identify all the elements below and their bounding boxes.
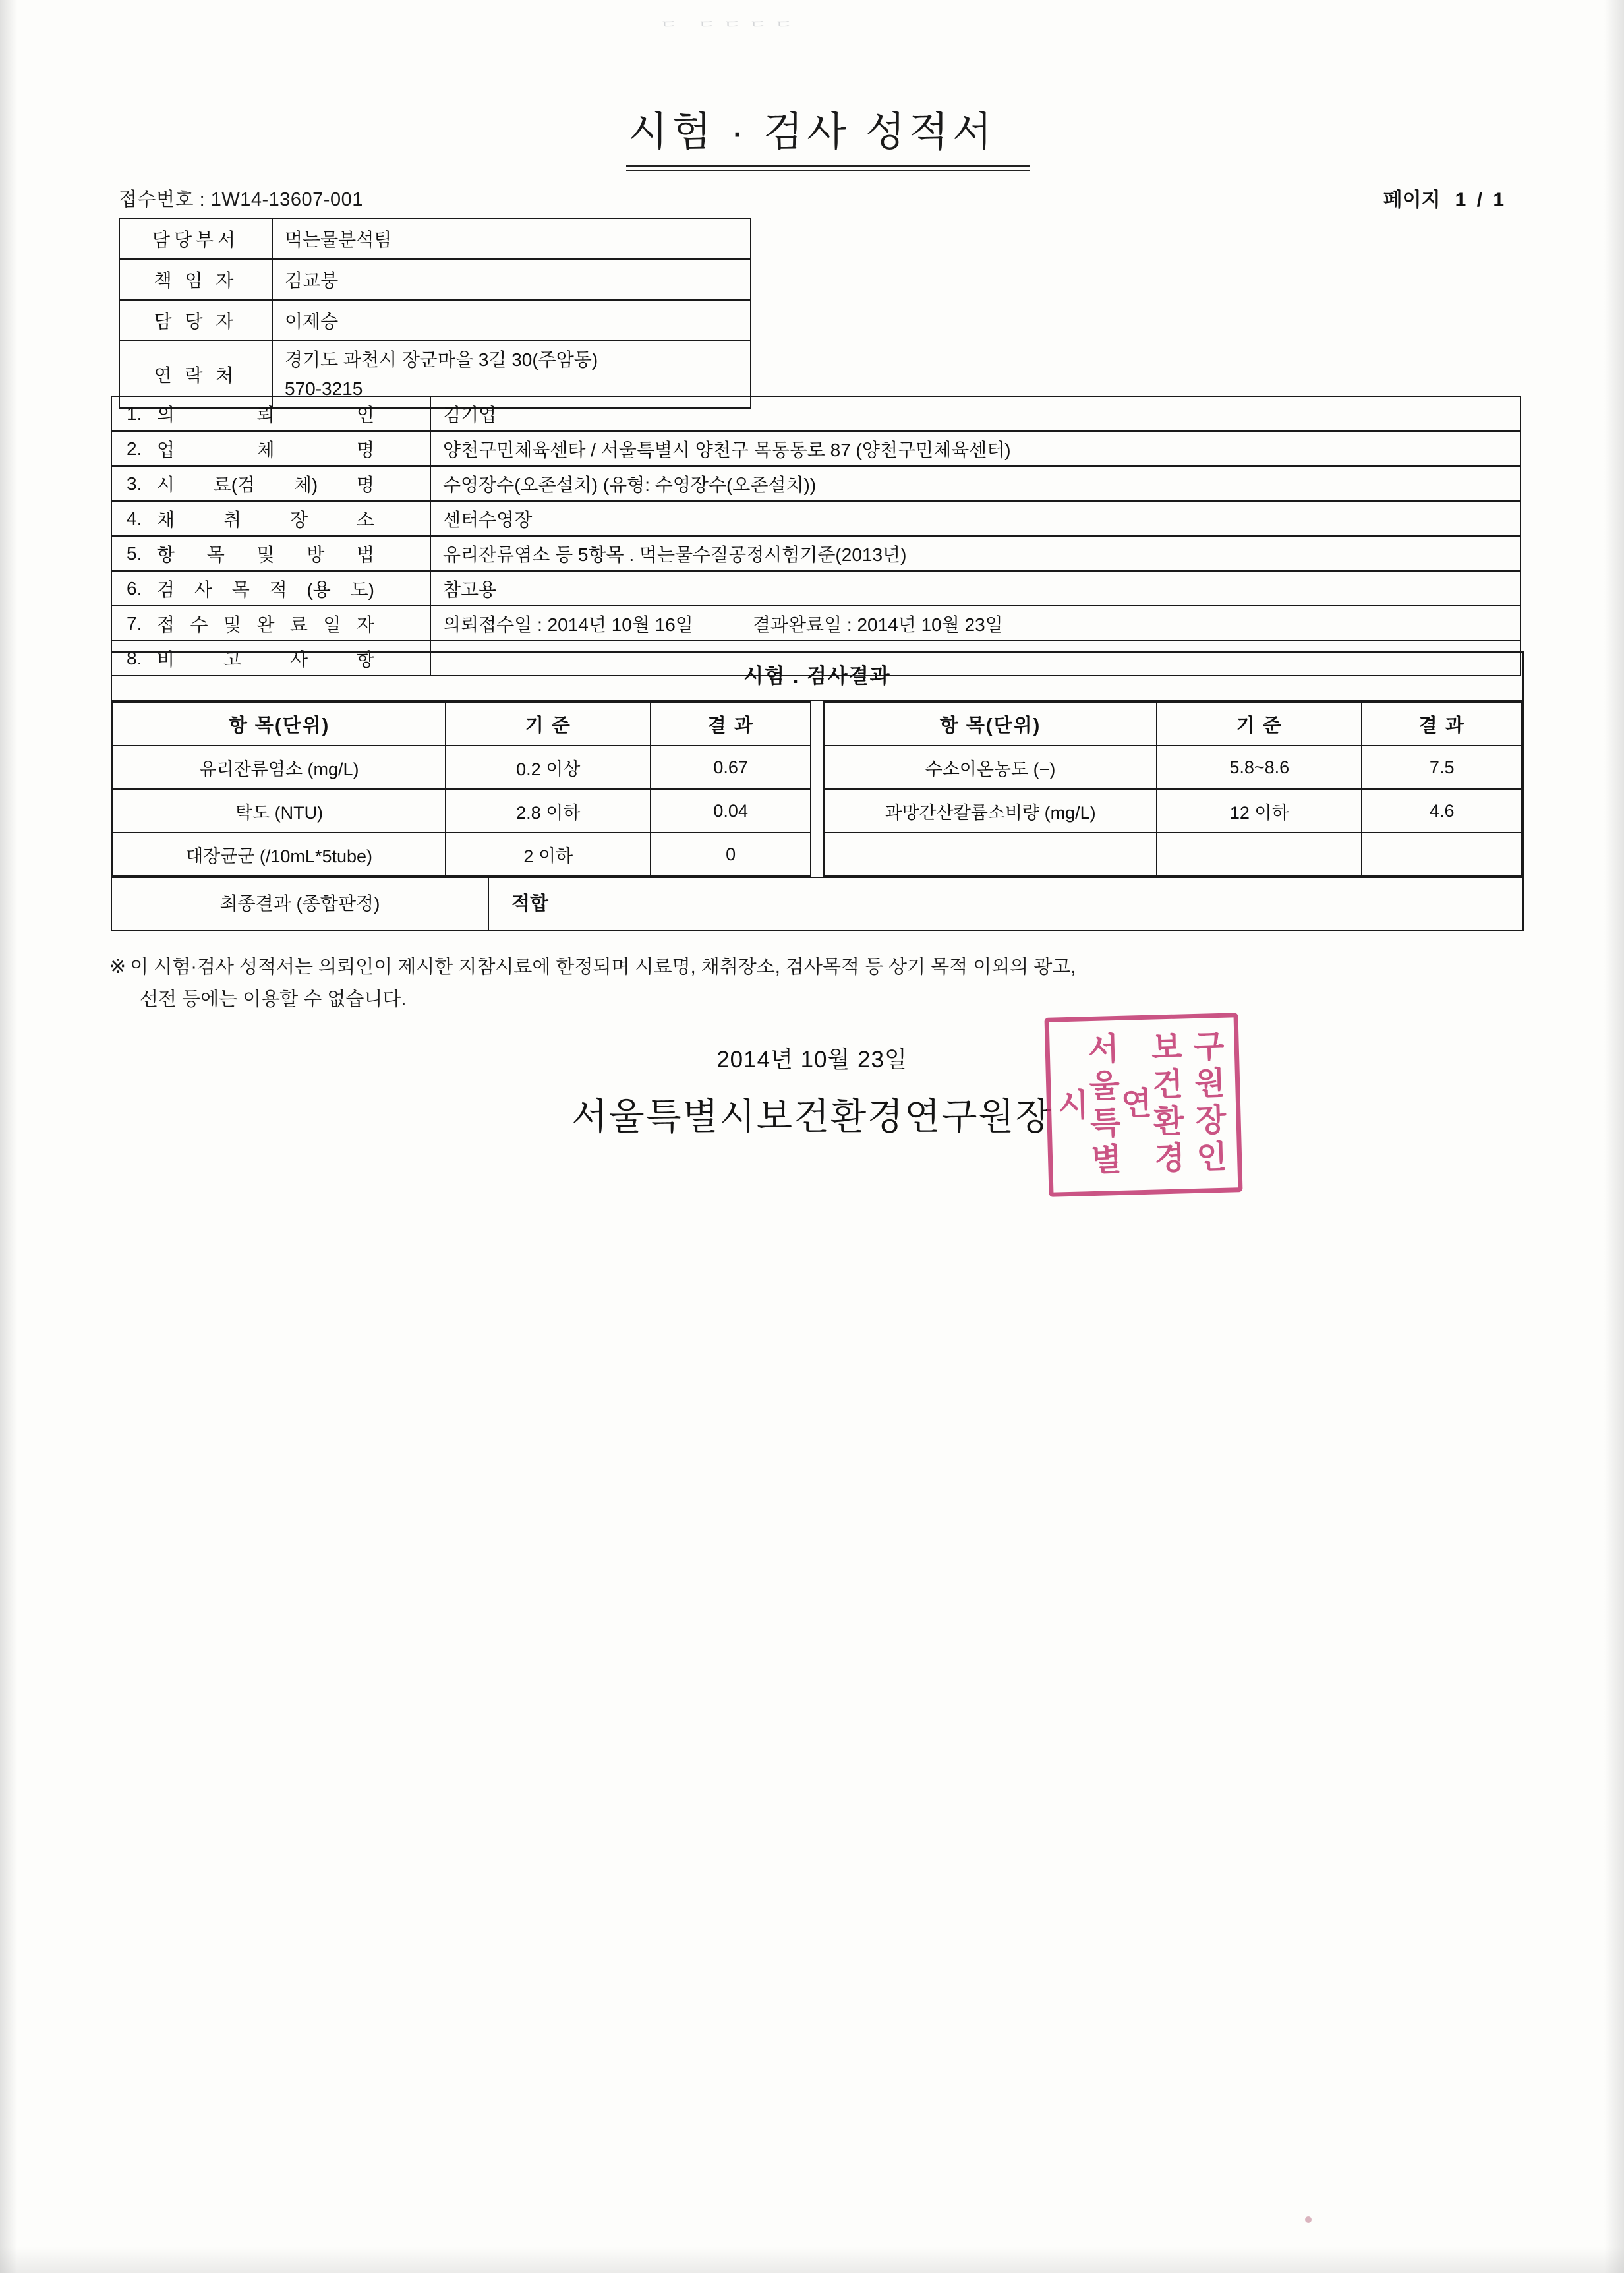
info-key-purpose — [111, 571, 430, 606]
header-result-right: 결 과 — [1362, 702, 1522, 746]
dept-label-manager: 책 임 자 — [119, 259, 272, 300]
table-row — [119, 218, 751, 259]
contact-phone: 570-3215 — [285, 378, 363, 399]
info-key-char: 소 — [356, 509, 374, 530]
results-header-row — [113, 702, 1522, 746]
title-underline-second — [626, 170, 1030, 171]
info-key-char: 취 — [223, 509, 242, 530]
result-value: 0.04 — [651, 789, 811, 833]
info-value-sampling-place: 센터수영장 — [430, 501, 1521, 536]
info-num-8: 8. — [127, 647, 142, 668]
info-key-char: 사 — [289, 649, 308, 670]
table-row — [111, 396, 1521, 431]
info-key-char: 완 — [256, 614, 275, 635]
info-num-4: 4. — [127, 508, 142, 529]
receipt-number: 접수번호 : 1W14-13607-001 — [119, 189, 363, 210]
footnote — [109, 951, 1533, 1016]
info-key-char: (용 — [306, 579, 331, 600]
title-underline — [626, 165, 1030, 167]
info-key-char: 수 — [190, 614, 208, 635]
info-key-char: 시 — [157, 474, 175, 495]
scan-artifact-text: ᄃ ᄃᄃᄃᄃ — [659, 20, 800, 42]
info-key-char: 체) — [293, 474, 318, 495]
footnote-line-2: 선전 등에는 이용할 수 없습니다. — [140, 989, 407, 1010]
table-row — [111, 466, 1521, 501]
info-key-char: 목 — [231, 579, 250, 600]
request-date: 의뢰접수일 : 2014년 10월 16일 — [443, 614, 693, 635]
header-item-right: 항 목(단위) — [824, 702, 1157, 746]
header-item-left: 항 목(단위) — [113, 702, 446, 746]
seal-inner — [1049, 1017, 1238, 1192]
info-value-items-methods: 유리잔류염소 등 5항목 . 먹는물수질공정시험기준(2013년) — [430, 536, 1521, 571]
department-table — [119, 218, 751, 409]
info-key-items-methods — [111, 536, 430, 571]
info-key-char: 법 — [356, 544, 374, 565]
info-key-char: 인 — [356, 404, 374, 425]
dept-label-officer: 담 당 자 — [119, 300, 272, 341]
table-row — [111, 606, 1521, 641]
column-divider — [811, 702, 824, 746]
page-indicator-value: 1 / 1 — [1455, 189, 1507, 211]
seal-column-1: 서울특별시 — [1052, 1032, 1121, 1181]
info-key-char: 일 — [323, 614, 341, 635]
header-standard-left: 기 준 — [446, 702, 651, 746]
info-key-char: 명 — [356, 474, 374, 495]
result-standard: 2.8 이하 — [446, 789, 651, 833]
footnote-mark: ※ — [109, 956, 127, 978]
scan-artifact-dot — [1305, 2216, 1312, 2223]
info-key-char: 검 — [157, 579, 175, 600]
info-key-text-7 — [157, 610, 374, 637]
result-standard — [1157, 833, 1362, 876]
dept-label-contact: 연 락 처 — [119, 341, 272, 408]
info-key-char: 및 — [256, 544, 275, 565]
scan-edge-shadow-bottom — [0, 2247, 1624, 2273]
dept-value-manager: 김교붕 — [272, 259, 751, 300]
info-key-char: 체 — [256, 439, 275, 460]
info-key-char: 료(검 — [213, 474, 256, 495]
result-value: 0 — [651, 833, 811, 876]
info-value-sample-name: 수영장수(오존설치) (유형: 수영장수(오존설치)) — [430, 466, 1521, 501]
result-standard: 0.2 이상 — [446, 746, 651, 789]
info-key-dates — [111, 606, 430, 641]
info-key-text-6 — [157, 576, 374, 602]
result-item: 과망간산칼륨소비량 (mg/L) — [824, 789, 1157, 833]
info-key-text-2 — [157, 436, 374, 462]
page-indicator — [1383, 183, 1507, 212]
information-table — [111, 396, 1521, 676]
result-standard: 5.8~8.6 — [1157, 746, 1362, 789]
info-key-char: 명 — [356, 439, 374, 460]
table-row — [113, 746, 1522, 789]
info-key-char: 뢰 — [256, 404, 275, 425]
final-result-label: 최종결과 (종합판정) — [112, 878, 489, 930]
info-key-char: 및 — [223, 614, 242, 635]
info-key-char: 항 — [356, 649, 374, 670]
column-divider — [811, 789, 824, 833]
final-result-row — [112, 877, 1522, 930]
result-standard: 2 이하 — [446, 833, 651, 876]
info-num-1: 1. — [127, 403, 142, 424]
results-section — [111, 651, 1524, 931]
info-key-char: 업 — [157, 439, 175, 460]
result-value — [1362, 833, 1522, 876]
table-row — [111, 536, 1521, 571]
official-seal-stamp — [1044, 1013, 1242, 1197]
completion-date: 결과완료일 : 2014년 10월 23일 — [752, 614, 1003, 635]
info-key-sample-name — [111, 466, 430, 501]
info-key-text-3 — [157, 471, 374, 497]
result-value: 4.6 — [1362, 789, 1522, 833]
info-key-char: 고 — [223, 649, 242, 670]
info-key-char: 항 — [157, 544, 175, 565]
info-num-6: 6. — [127, 577, 142, 599]
header-standard-right: 기 준 — [1157, 702, 1362, 746]
info-key-char: 적 — [269, 579, 287, 600]
page-title: 시험 · 검사 성적서 — [628, 109, 996, 155]
info-key-char: 의 — [157, 404, 175, 425]
info-key-char: 자 — [356, 614, 374, 635]
info-key-char: 도) — [350, 579, 374, 600]
info-value-company: 양천구민체육센타 / 서울특별시 양천구 목동동로 87 (양천구민체육센터) — [430, 431, 1521, 466]
result-value: 7.5 — [1362, 746, 1522, 789]
info-value-client: 김기업 — [430, 396, 1521, 431]
table-row — [113, 789, 1522, 833]
dept-label-department: 담당부서 — [119, 218, 272, 259]
table-row — [111, 431, 1521, 466]
column-divider — [811, 746, 824, 789]
info-key-company — [111, 431, 430, 466]
result-value: 0.67 — [651, 746, 811, 789]
footnote-line-1: 이 시험·검사 성적서는 의뢰인이 제시한 지참시료에 한정되며 시료명, 채취장소, 검사목적 등 상기 목적 이외의 광고, — [130, 957, 1076, 978]
info-key-text-1 — [157, 401, 374, 427]
dept-value-officer: 이제승 — [272, 300, 751, 341]
signature-organization: 서울특별시보건환경연구원장 — [571, 1096, 1053, 1137]
dept-value-department: 먹는물분석팀 — [272, 218, 751, 259]
header-result-left: 결 과 — [651, 702, 811, 746]
result-item: 탁도 (NTU) — [113, 789, 446, 833]
contact-address: 경기도 과천시 장군마을 3길 30(주암동) — [285, 349, 598, 370]
table-row — [113, 833, 1522, 876]
result-item: 유리잔류염소 (mg/L) — [113, 746, 446, 789]
seal-column-3: 구원장인 — [1188, 1028, 1227, 1178]
info-key-text-4 — [157, 506, 374, 532]
table-row — [119, 259, 751, 300]
info-key-char: 비 — [157, 649, 175, 670]
info-key-char: 방 — [306, 544, 325, 565]
result-standard: 12 이하 — [1157, 789, 1362, 833]
info-key-client — [111, 396, 430, 431]
info-key-char: 목 — [206, 544, 225, 565]
result-item: 수소이온농도 (−) — [824, 746, 1157, 789]
info-num-3: 3. — [127, 473, 142, 494]
info-key-char: 채 — [157, 509, 175, 530]
results-table — [112, 701, 1522, 877]
seal-column-2: 보건환경연 — [1115, 1030, 1184, 1179]
column-divider — [811, 833, 824, 876]
info-num-5: 5. — [127, 543, 142, 564]
info-value-dates — [430, 606, 1521, 641]
results-section-title: 시험 . 검사결과 — [112, 653, 1522, 701]
info-key-char: 료 — [289, 614, 308, 635]
info-key-text-5 — [157, 541, 374, 567]
info-key-sampling-place — [111, 501, 430, 536]
page-indicator-label: 페이지 — [1383, 189, 1441, 211]
info-num-2: 2. — [127, 438, 142, 459]
table-row — [111, 571, 1521, 606]
info-num-7: 7. — [127, 612, 142, 634]
final-result-value: 적합 — [511, 893, 549, 914]
result-item — [824, 833, 1157, 876]
info-key-char: 장 — [289, 509, 308, 530]
info-key-char: 사 — [194, 579, 212, 600]
table-row — [119, 300, 751, 341]
info-key-char: 접 — [157, 614, 175, 635]
table-row — [111, 501, 1521, 536]
result-item: 대장균군 (/10mL*5tube) — [113, 833, 446, 876]
signature-date: 2014년 10월 23일 — [716, 1047, 908, 1073]
info-value-purpose: 참고용 — [430, 571, 1521, 606]
